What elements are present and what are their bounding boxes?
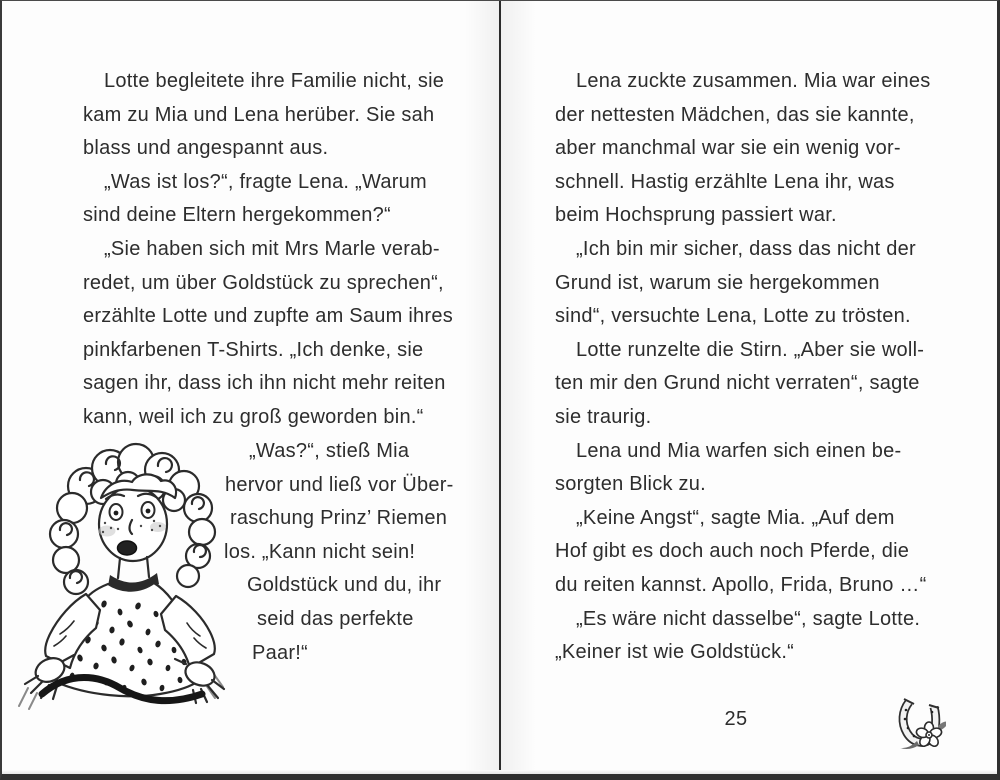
text-line: beim Hochsprung passiert war.	[555, 204, 837, 227]
text-line: sagen ihr, dass ich ihn nicht mehr reiten	[83, 372, 446, 395]
text-line: raschung Prinz’ Riemen	[230, 507, 448, 530]
text-line: seid das perfekte	[257, 607, 414, 630]
text-line: „Was?“, stieß Mia	[249, 440, 410, 462]
text-line: Lena und Mia warfen sich einen be-	[576, 439, 902, 462]
text-line: kam zu Mia und Lena herüber. Sie sah	[83, 103, 435, 126]
text-line: Grund ist, warum sie hergekommen	[555, 271, 880, 294]
text-line: Hof gibt es doch auch noch Pferde, die	[555, 540, 910, 563]
left-page-wrap-text	[224, 435, 454, 670]
text-line: Paar!“	[252, 641, 308, 664]
bottom-page-edge-shadow	[2, 770, 997, 774]
page-gutter-divider	[499, 1, 501, 774]
text-line: der nettesten Mädchen, das sie kannte,	[555, 103, 915, 126]
text-line: aber manchmal war sie ein wenig vor-	[555, 137, 901, 160]
text-line: Lotte begleitete ihre Familie nicht, sie	[104, 70, 445, 92]
text-line: los. „Kann nicht sein!	[224, 540, 416, 563]
text-line: blass und angespannt aus.	[83, 137, 329, 160]
text-line: pinkfarbenen T-Shirts. „Ich denke, sie	[83, 338, 424, 361]
text-line: ten mir den Grund nicht verraten“, sagte	[555, 372, 920, 395]
surprised-girl-illustration	[8, 442, 240, 710]
text-line: „Sie haben sich mit Mrs Marle verab-	[104, 237, 440, 260]
text-line: sie traurig.	[555, 405, 652, 428]
text-line: Goldstück und du, ihr	[247, 574, 442, 597]
text-line: „Es wäre nicht dasselbe“, sagte Lotte.	[576, 607, 921, 630]
text-line: hervor und ließ vor Über-	[225, 473, 454, 496]
text-line: schnell. Hastig erzählte Lena ihr, was	[555, 170, 895, 193]
text-line: sind deine Eltern hergekommen?“	[83, 204, 391, 227]
text-line: Lotte runzelte die Stirn. „Aber sie woll-	[576, 338, 925, 361]
horseshoe-flower-icon	[896, 695, 946, 751]
text-line: du reiten kannst. Apollo, Frida, Bruno …“	[555, 573, 927, 596]
text-line: „Keiner ist wie Goldstück.“	[555, 641, 795, 664]
face	[99, 474, 177, 561]
text-line: sorgten Blick zu.	[555, 473, 706, 496]
right-page-text	[555, 65, 930, 670]
text-line: „Was ist los?“, fragte Lena. „Warum	[104, 170, 427, 193]
text-line: kann, weil ich zu groß geworden bin.“	[83, 405, 424, 428]
text-line: „Ich bin mir sicher, dass das nicht der	[576, 237, 916, 260]
text-line: sind“, versuchte Lena, Lotte zu trösten.	[555, 305, 911, 328]
page-number: 25	[724, 708, 748, 730]
text-line: Lena zuckte zusammen. Mia war eines	[576, 70, 931, 92]
text-line: „Keine Angst“, sagte Mia. „Auf dem	[576, 506, 895, 529]
gutter-shadow-right	[501, 1, 536, 774]
left-page-text	[83, 65, 453, 435]
text-line: redet, um über Goldstück zu sprechen“,	[83, 271, 444, 294]
gutter-shadow-left	[464, 1, 499, 774]
text-line: erzählte Lotte und zupfte am Saum ihres	[83, 305, 453, 328]
